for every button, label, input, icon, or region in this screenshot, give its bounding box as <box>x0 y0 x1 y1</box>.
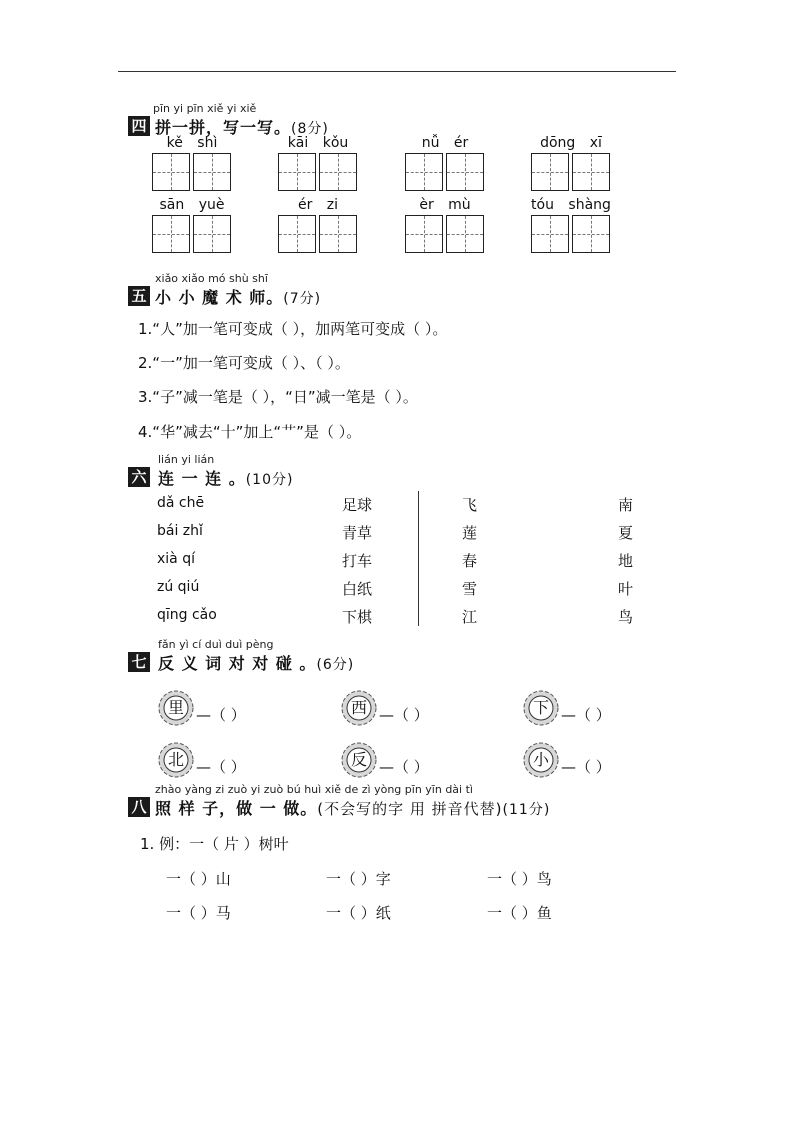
s6-char-item[interactable]: 地 <box>618 552 634 570</box>
s8-blank[interactable]: 一（ ）山 <box>166 870 231 888</box>
top-rule <box>118 71 676 72</box>
s6-pinyin-item[interactable]: dǎ chē <box>157 495 205 511</box>
tian-grid-box[interactable] <box>405 215 443 253</box>
s6-word-item[interactable]: 足球 <box>342 496 373 514</box>
s4-title-text: 拼一拼，写一写。 <box>155 118 292 137</box>
s6-word-item[interactable]: 打车 <box>342 552 373 570</box>
s6-pinyin-item[interactable]: qīng cǎo <box>157 607 217 623</box>
s8-blank[interactable]: 一（ ）鱼 <box>487 904 552 922</box>
s7-blank[interactable]: —（ ） <box>196 706 246 724</box>
s6-title <box>158 466 293 489</box>
s7-number-badge: 七 <box>128 652 150 672</box>
s6-char-item[interactable]: 南 <box>618 496 634 514</box>
s4-group-pinyin: sān yuè <box>159 197 225 213</box>
s7-char: 北 <box>167 750 184 769</box>
s6-char-item[interactable]: 飞 <box>462 496 478 514</box>
s7-blank[interactable]: —（ ） <box>379 706 429 724</box>
s5-number-badge: 五 <box>128 286 150 306</box>
s7-blank[interactable]: —（ ） <box>379 758 429 776</box>
s6-title-pinyin: lián yi lián <box>158 453 215 466</box>
s8-title <box>155 796 550 819</box>
s5-item: 4.“华”减去“十”加上“艹”是（ ）。 <box>138 423 362 441</box>
s8-blank[interactable]: 一（ ）字 <box>326 870 391 888</box>
s5-score: (7分) <box>283 291 322 307</box>
tian-grid-box[interactable] <box>531 153 569 191</box>
s6-pinyin-item[interactable]: xià qí <box>157 551 195 567</box>
s5-title-text: 小 小 魔 术 师。 <box>155 288 284 307</box>
s6-char-item[interactable]: 叶 <box>618 580 634 598</box>
s6-char-item[interactable]: 雪 <box>462 580 478 598</box>
s4-group-pinyin: èr mù <box>419 197 471 213</box>
s4-title-pinyin: pīn yi pīn xiě yi xiě <box>153 102 257 115</box>
tian-grid-box[interactable] <box>193 215 231 253</box>
s4-score: (8分) <box>291 121 329 137</box>
tian-grid-box[interactable] <box>531 215 569 253</box>
tian-grid-box[interactable] <box>193 153 231 191</box>
tian-grid-box[interactable] <box>572 215 610 253</box>
s7-char: 下 <box>532 698 549 717</box>
tian-grid-box[interactable] <box>278 153 316 191</box>
s5-item: 1.“人”加一笔可变成（ ），加两笔可变成（ ）。 <box>138 320 448 338</box>
s6-char-item[interactable]: 夏 <box>618 524 634 542</box>
tian-grid-box[interactable] <box>319 215 357 253</box>
s7-char: 反 <box>350 750 367 769</box>
s7-title-pinyin: fǎn yì cí duì duì pèng <box>158 638 274 651</box>
s6-word-item[interactable]: 白纸 <box>342 580 373 598</box>
s6-divider <box>418 491 419 626</box>
tian-grid-box[interactable] <box>446 153 484 191</box>
s6-number-badge: 六 <box>128 467 150 487</box>
s7-score: (6分) <box>316 657 355 673</box>
s4-group-pinyin: nǚ ér <box>421 135 469 151</box>
s6-score: (10分) <box>245 472 294 488</box>
s5-item: 2.“一”加一笔可变成（ ）、（ ）。 <box>138 354 350 372</box>
tian-grid-box[interactable] <box>572 153 610 191</box>
s6-char-item[interactable]: 江 <box>462 608 478 626</box>
s4-group-pinyin: kāi kǒu <box>287 135 349 151</box>
s8-score: (11分) <box>502 802 551 818</box>
s8-title-pinyin: zhào yàng zi zuò yi zuò bú huì xiě de zì yòng pīn yīn dài tì <box>155 783 473 796</box>
s8-example: 1. 例：一（ 片 ）树叶 <box>140 835 289 853</box>
s5-title-pinyin: xiǎo xiǎo mó shù shī <box>155 272 268 285</box>
s7-blank[interactable]: —（ ） <box>561 758 611 776</box>
s7-char: 西 <box>350 698 367 717</box>
s4-group-pinyin: dōng xī <box>540 135 602 151</box>
s7-char: 里 <box>167 698 184 717</box>
s8-number-badge: 八 <box>128 797 150 817</box>
s6-char-item[interactable]: 春 <box>462 552 478 570</box>
s6-title-text: 连 一 连 。 <box>158 469 246 488</box>
s8-note: (不会写的字 用 拼音代替) <box>317 800 503 818</box>
s6-pinyin-item[interactable]: bái zhǐ <box>157 523 203 539</box>
s5-title <box>155 285 321 308</box>
s4-group-pinyin: tóu shàng <box>531 197 611 213</box>
s4-group-pinyin: kě shì <box>166 135 218 151</box>
s8-blank[interactable]: 一（ ）马 <box>166 904 231 922</box>
s8-blank[interactable]: 一（ ）纸 <box>326 904 391 922</box>
s7-blank[interactable]: —（ ） <box>196 758 246 776</box>
tian-grid-box[interactable] <box>405 153 443 191</box>
s6-pinyin-item[interactable]: zú qiú <box>157 579 200 595</box>
tian-grid-box[interactable] <box>278 215 316 253</box>
s4-number-badge: 四 <box>128 116 150 136</box>
s7-char: 小 <box>532 750 549 769</box>
s7-title-text: 反 义 词 对 对 碰 。 <box>158 654 317 673</box>
s6-word-item[interactable]: 下棋 <box>342 608 373 626</box>
s7-title <box>158 651 354 674</box>
tian-grid-box[interactable] <box>152 153 190 191</box>
tian-grid-box[interactable] <box>319 153 357 191</box>
tian-grid-box[interactable] <box>446 215 484 253</box>
s4-group-pinyin: ér zi <box>297 197 339 213</box>
s6-word-item[interactable]: 青草 <box>342 524 373 542</box>
s6-char-item[interactable]: 莲 <box>462 524 478 542</box>
s8-blank[interactable]: 一（ ）鸟 <box>487 870 552 888</box>
s5-item: 3.“子”减一笔是（ ），“日”减一笔是（ ）。 <box>138 388 418 406</box>
s8-title-text: 照 样 子，做 一 做。 <box>155 799 318 818</box>
tian-grid-box[interactable] <box>152 215 190 253</box>
s6-char-item[interactable]: 鸟 <box>618 608 634 626</box>
s7-blank[interactable]: —（ ） <box>561 706 611 724</box>
